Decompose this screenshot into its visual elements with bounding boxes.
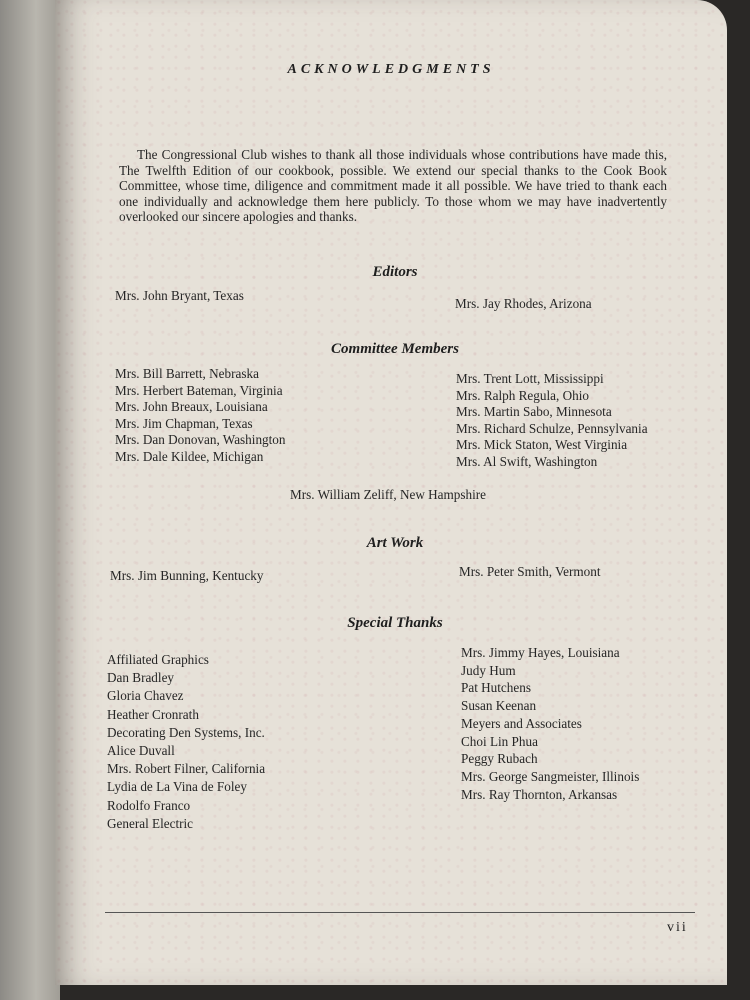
committee-right-list [456, 371, 648, 470]
list-item: Mrs. Dan Donovan, Washington [115, 432, 286, 447]
list-item: General Electric [107, 815, 194, 831]
list-item: Mrs. Ray Thornton, Arkansas [461, 786, 618, 802]
list-item: Alice Duvall [107, 743, 175, 759]
list-item: Decorating Den Systems, Inc. [107, 724, 265, 740]
list-item: Mrs. Dale Kildee, Michigan [115, 448, 264, 464]
list-item: Mrs. John Bryant, Texas [115, 288, 244, 303]
special-thanks-title: Special Thanks [347, 615, 443, 631]
list-item: Choi Lin Phua [461, 733, 538, 749]
page-heading: ACKNOWLEDGMENTS [287, 62, 495, 77]
list-item: Dan Bradley [107, 670, 175, 686]
list-item: Heather Cronrath [107, 706, 199, 722]
list-item: Mrs. Ralph Regula, Ohio [456, 387, 589, 403]
list-item: Mrs. Jay Rhodes, Arizona [455, 296, 592, 311]
artwork-right-list [459, 564, 601, 581]
list-item: Mrs. Jim Chapman, Texas [115, 415, 253, 431]
list-item: Mrs. George Sangmeister, Illinois [461, 768, 640, 784]
committee-title: Committee Members [331, 341, 459, 357]
list-item: Mrs. Richard Schulze, Pennsylvania [456, 420, 648, 436]
editors-left-list [115, 288, 244, 305]
list-item: Susan Keenan [461, 698, 537, 714]
list-item: Mrs. John Breaux, Louisiana [115, 399, 268, 414]
committee-center-member: Mrs. William Zeliff, New Hampshire [290, 487, 487, 502]
list-item: Pat Hutchens [461, 680, 531, 696]
page-number: vii [667, 920, 688, 935]
list-item: Peggy Rubach [461, 751, 538, 767]
list-item: Mrs. Robert Filner, California [107, 761, 266, 777]
list-item: Meyers and Associates [461, 715, 582, 731]
list-item: Judy Hum [461, 662, 516, 678]
list-item: Mrs. Martin Sabo, Minnesota [456, 404, 612, 419]
special-right-list [461, 644, 639, 803]
artwork-title: Art Work [366, 535, 424, 551]
list-item: Mrs. Trent Lott, Mississippi [456, 371, 604, 386]
list-item: Mrs. Bill Barrett, Nebraska [115, 366, 259, 381]
list-item: Mrs. Mick Staton, West Virginia [456, 437, 628, 452]
book-spine [0, 0, 60, 1000]
artwork-left-list [110, 568, 264, 585]
committee-left-list [115, 366, 285, 465]
footer-rule [105, 912, 695, 913]
list-item: Gloria Chavez [107, 688, 184, 704]
list-item: Rodolfo Franco [107, 797, 191, 813]
list-item: Lydia de La Vina de Foley [107, 779, 247, 795]
list-item: Mrs. Peter Smith, Vermont [459, 564, 601, 579]
editors-right-list [455, 296, 592, 313]
intro-paragraph: The Congressional Club wishes to thank all those individuals whose contributions have made this, The Twelfth Edition of our cookbook, possible. We extend our special thanks to the Cook Book Committee, whose time, diligence and commitment made it all possible. We have tried to thank each one individually and acknowledge them here publicly. To those whom we may have inadvertently overlooked our sincere apologies and thanks. [119, 147, 667, 224]
list-item: Mrs. Jimmy Hayes, Louisiana [461, 645, 620, 660]
list-item: Mrs. Jim Bunning, Kentucky [110, 568, 264, 583]
list-item: Mrs. Herbert Bateman, Virginia [115, 382, 283, 398]
editors-title: Editors [372, 264, 418, 280]
special-left-list [107, 651, 265, 833]
book-page [55, 0, 727, 985]
list-item: Mrs. Al Swift, Washington [456, 453, 598, 469]
list-item: Affiliated Graphics [107, 652, 209, 667]
